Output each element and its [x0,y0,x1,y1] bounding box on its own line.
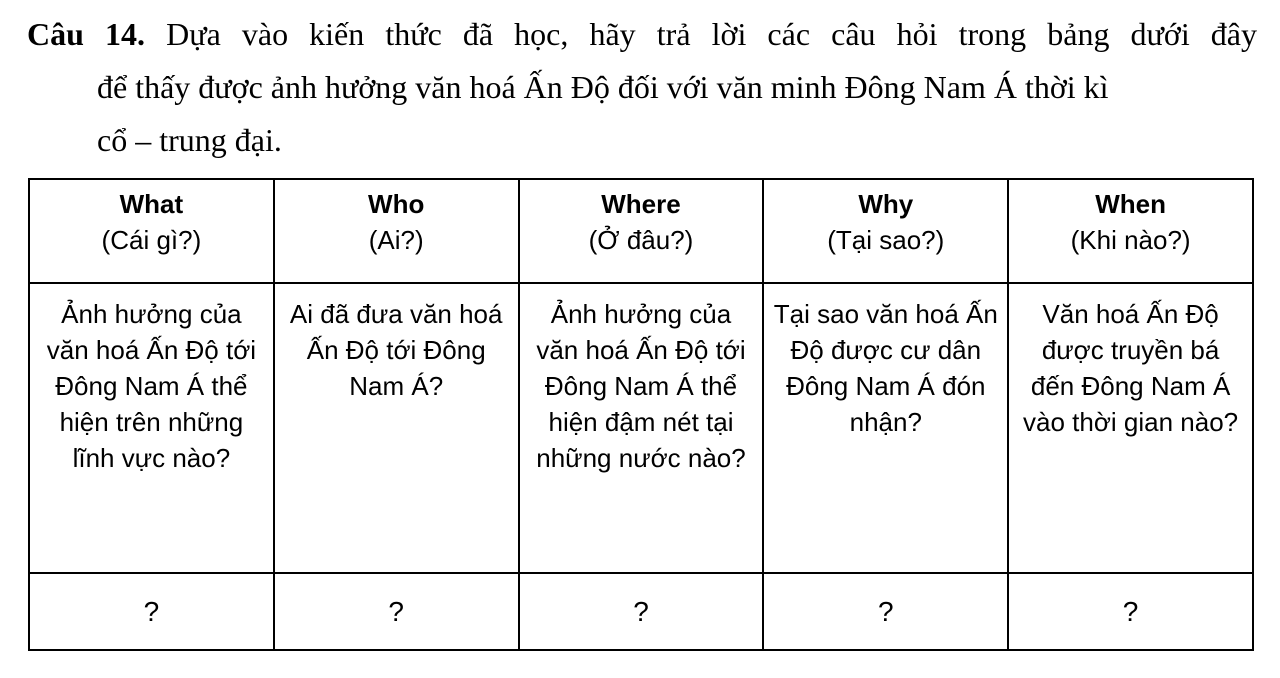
header-subtitle: (Ai?) [368,225,424,255]
header-what [29,179,274,283]
question-text [27,8,1257,167]
header-name: When [1095,189,1166,219]
question-cell-what: Ảnh hưởng của văn hoá Ấn Độ tới Đông Nam Á thể hiện trên những lĩnh vực nào? [29,283,274,573]
question-label: Câu 14. [27,16,146,52]
header-subtitle: (Khi nào?) [1070,225,1191,255]
header-row [29,179,1253,283]
answer-row [29,573,1253,650]
question-line-2: để thấy được ảnh hưởng văn hoá Ấn Độ đối với văn minh Đông Nam Á thời kì [97,69,1109,105]
answer-cell-who: ? [274,573,519,650]
header-subtitle: (Tại sao?) [827,225,945,255]
header-name: Who [368,189,425,219]
question-table [28,178,1254,651]
question-cell-who: Ai đã đưa văn hoá Ấn Độ tới Đông Nam Á? [274,283,519,573]
answer-cell-what: ? [29,573,274,650]
header-subtitle: (Ở đâu?) [588,225,694,255]
header-name: Where [601,189,681,219]
answer-cell-where: ? [519,573,764,650]
question-line-3: cổ – trung đại. [97,122,282,158]
header-where [519,179,764,283]
header-subtitle: (Cái gì?) [101,225,202,255]
question-line-1 [27,8,1257,61]
question-cell-where: Ảnh hưởng của văn hoá Ấn Độ tới Đông Nam Á thể hiện đậm nét tại những nước nào? [519,283,764,573]
answer-cell-why: ? [763,573,1008,650]
header-name: Why [858,189,914,219]
header-why [763,179,1008,283]
header-when [1008,179,1253,283]
answer-cell-when: ? [1008,573,1253,650]
question-row [29,283,1253,573]
header-name: What [119,189,184,219]
question-line-1-text: Dựa vào kiến thức đã học, hãy trả lời các câu hỏi trong bảng dưới đây [145,16,1258,52]
question-cell-why: Tại sao văn hoá Ấn Độ được cư dân Đông Nam Á đón nhận? [763,283,1008,573]
question-cell-when: Văn hoá Ấn Độ được truyền bá đến Đông Nam Á vào thời gian nào? [1008,283,1253,573]
header-who [274,179,519,283]
